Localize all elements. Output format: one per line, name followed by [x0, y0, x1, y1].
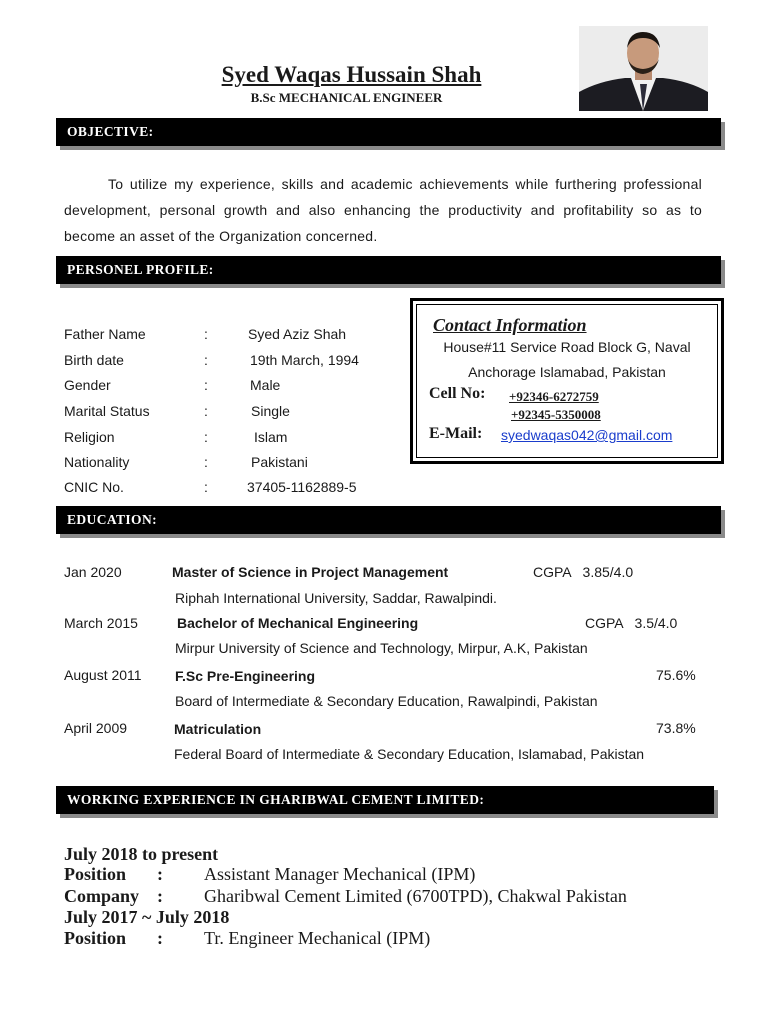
- candidate-degree: B.Sc MECHANICAL ENGINEER: [250, 90, 443, 105]
- profile-value-cnic: 37405-1162889-5: [247, 479, 357, 495]
- education-date: April 2009: [64, 720, 128, 736]
- education-degree: Master of Science in Project Management: [172, 564, 449, 580]
- education-heading-label: EDUCATION:: [67, 512, 158, 527]
- education-heading: [56, 506, 721, 534]
- email-label: E-Mail:: [429, 425, 483, 442]
- objective-heading: [56, 118, 721, 146]
- work-heading: [56, 786, 714, 814]
- education-grade: 73.8%: [656, 720, 696, 736]
- cell-phone-2[interactable]: +92345-5350008: [511, 407, 601, 422]
- profile-label-birth-date: Birth date: [64, 352, 124, 368]
- profile-heading: [56, 256, 721, 284]
- cell-label: Cell No:: [429, 385, 486, 402]
- candidate-name: Syed Waqas Hussain Shah: [221, 62, 482, 87]
- work-heading-label: WORKING EXPERIENCE IN GHARIBWAL CEMENT LIMITED:: [67, 792, 485, 807]
- profile-colon: :: [204, 479, 208, 495]
- work-position-label: Position: [64, 928, 127, 948]
- profile-heading-label: PERSONEL PROFILE:: [67, 262, 214, 277]
- profile-colon: :: [204, 403, 208, 419]
- profile-colon: :: [204, 326, 208, 342]
- profile-value-father-name: Syed Aziz Shah: [248, 326, 347, 342]
- work-colon: :: [157, 886, 163, 906]
- education-grade: 75.6%: [656, 667, 696, 683]
- education-date: Jan 2020: [64, 564, 122, 580]
- profile-label-father-name: Father Name: [64, 326, 146, 342]
- education-institution: Mirpur University of Science and Technology, Mirpur, A.K, Pakistan: [175, 640, 588, 656]
- email-link[interactable]: syedwaqas042@gmail.com: [501, 427, 673, 443]
- contact-box: [410, 298, 724, 464]
- contact-address-line2: Anchorage Islamabad, Pakistan: [468, 364, 666, 380]
- work-period-previous: July 2017 ~ July 2018: [64, 907, 230, 927]
- education-grade: CGPA 3.5/4.0: [585, 615, 678, 631]
- work-colon: :: [157, 928, 163, 948]
- profile-label-nationality: Nationality: [64, 454, 130, 470]
- profile-colon: :: [204, 429, 208, 445]
- profile-colon: :: [204, 377, 208, 393]
- profile-value-religion: Islam: [254, 429, 288, 445]
- profile-value-marital-status: Single: [251, 403, 290, 419]
- work-company-label: Company: [64, 886, 140, 906]
- profile-label-cnic: CNIC No.: [64, 479, 124, 495]
- education-grade: CGPA 3.85/4.0: [533, 564, 634, 580]
- education-degree: F.Sc Pre-Engineering: [175, 668, 316, 684]
- contact-title: Contact Information: [433, 315, 587, 335]
- profile-value-birth-date: 19th March, 1994: [250, 352, 359, 368]
- objective-heading-label: OBJECTIVE:: [67, 124, 154, 139]
- education-institution: Federal Board of Intermediate & Secondary Education, Islamabad, Pakistan: [174, 746, 645, 762]
- education-degree: Matriculation: [174, 721, 262, 737]
- profile-label-marital-status: Marital Status: [64, 403, 150, 419]
- profile-label-religion: Religion: [64, 429, 115, 445]
- education-institution: Riphah International University, Saddar, Rawalpindi.: [175, 590, 497, 606]
- work-position-current: Assistant Manager Mechanical (IPM): [204, 864, 476, 884]
- work-position-label: Position: [64, 864, 127, 884]
- profile-colon: :: [204, 352, 208, 368]
- education-date: March 2015: [64, 615, 138, 631]
- person-photo-icon: [579, 26, 708, 111]
- profile-value-gender: Male: [250, 377, 281, 393]
- profile-value-nationality: Pakistani: [251, 454, 308, 470]
- work-period-current: July 2018 to present: [64, 844, 219, 864]
- objective-text: To utilize my experience, skills and academic achievements while furthering professional development, personal growth and also enhancing the productivity and profitability so as to become an asset of the Organization concerned.: [64, 176, 702, 244]
- education-institution: Board of Intermediate & Secondary Education, Rawalpindi, Pakistan: [175, 693, 598, 709]
- cell-phone-1[interactable]: +92346-6272759: [509, 389, 599, 404]
- profile-colon: :: [204, 454, 208, 470]
- profile-label-gender: Gender: [64, 377, 111, 393]
- work-position-previous: Tr. Engineer Mechanical (IPM): [204, 928, 431, 948]
- education-date: August 2011: [64, 667, 142, 683]
- contact-address-line1: House#11 Service Road Block G, Naval: [443, 339, 691, 355]
- work-company: Gharibwal Cement Limited (6700TPD), Chakwal Pakistan: [204, 886, 627, 906]
- profile-photo: [579, 26, 708, 111]
- education-degree: Bachelor of Mechanical Engineering: [177, 615, 419, 631]
- work-colon: :: [157, 864, 163, 884]
